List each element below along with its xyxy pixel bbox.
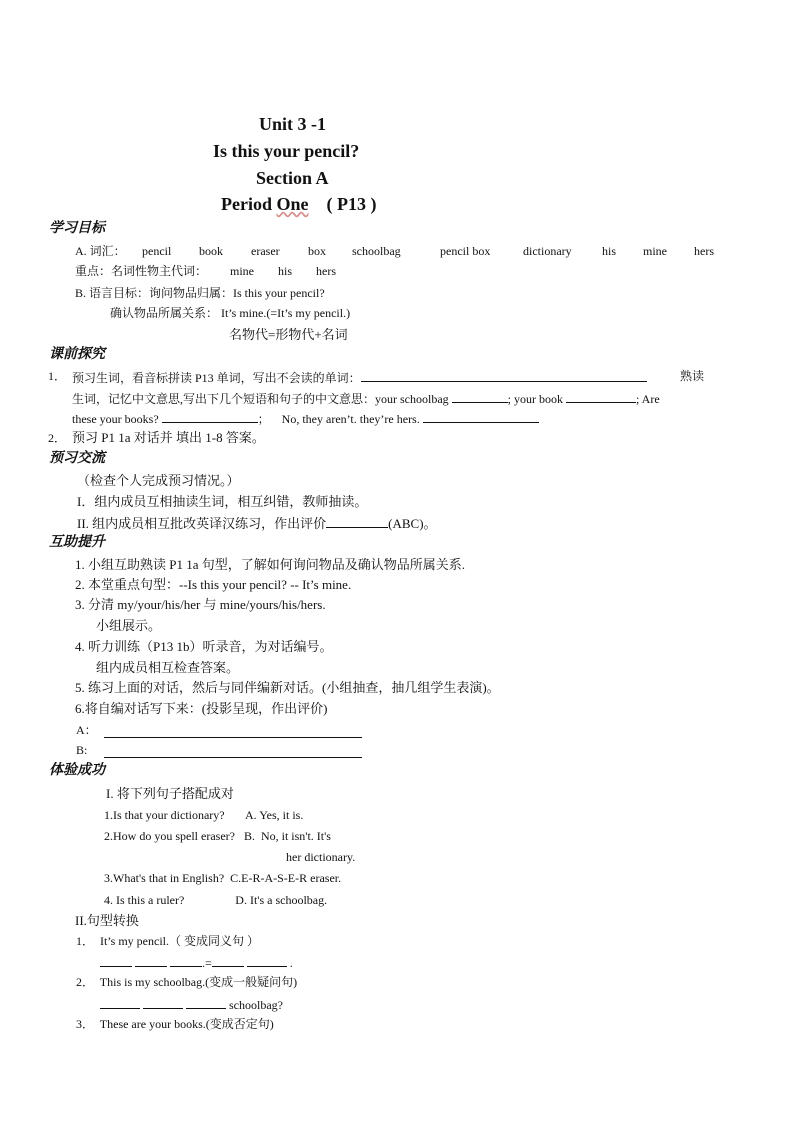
transform-q3: 3． These are your books.(变成否定句) [76, 1017, 274, 1031]
item-1-text [72, 370, 647, 384]
item-1-l3b: ； [257, 412, 270, 426]
vocab-word: pencil box [440, 244, 491, 258]
item-1-l2a: 生词，记忆中文意思,写出下几个短语和句子的中文意思：your schoolbag [72, 392, 449, 406]
vocab-word: hers [694, 244, 714, 258]
item-1-number: 1． [48, 369, 67, 383]
answer-blank[interactable] [135, 955, 167, 967]
transform-q2-answer [100, 997, 283, 1011]
coop-line: 2. 本堂重点句型：--Is this your pencil? -- It’s mine. [75, 577, 352, 592]
vocab-word: box [308, 244, 326, 258]
vocab-word: his [602, 244, 617, 258]
key-pronouns-label: 重点：名词性物主代词： [75, 264, 208, 278]
vocab-word: schoolbag [352, 244, 401, 258]
transform-q1: 1． It’s my pencil.（ 变成同义句 ） [76, 934, 259, 948]
answer-blank[interactable] [100, 955, 132, 967]
item-1-l2b: ; your book [507, 392, 563, 406]
coop-line: 小组展示。 [96, 618, 162, 633]
transform-q2: 2． This is my schoolbag.(变成一般疑问句) [76, 975, 298, 989]
matching-line: her dictionary. [286, 850, 356, 864]
language-goal: B. 语言目标：询问物品归属：Is this your pencil? [75, 286, 325, 300]
vocab-word: dictionary [523, 244, 572, 258]
heading-exchange: 预习交流 [49, 451, 105, 466]
answer-blank[interactable] [143, 997, 183, 1009]
coop-line: 5. 练习上面的对话，然后与同伴编新对话。(小组抽查，抽几组学生表演)。 [75, 680, 500, 695]
exchange-ii-end: (ABC)。 [388, 516, 437, 531]
period-title [221, 195, 377, 213]
dialogue-a-label: A： [76, 723, 97, 737]
vocab-word: pencil [142, 244, 172, 258]
key-pronoun: hers [316, 264, 336, 278]
vocab-label: A. 词汇： [75, 244, 126, 258]
exchange-ii-text: II. 组内成员相互批改英译汉练习，作出评价 [77, 516, 327, 531]
schoolbag-blank[interactable] [452, 391, 508, 403]
period-word: One [276, 194, 309, 214]
item-2-number: 2． [48, 431, 67, 445]
vocab-word: eraser [251, 244, 280, 258]
coop-line: 1. 小组互助熟读 P1 1a 句型，了解如何询问物品及确认物品所属关系. [75, 557, 466, 572]
matching-line: 2.How do you spell eraser? B. No, it isn't. It's [104, 829, 331, 843]
heading-success: 体验成功 [49, 763, 105, 778]
transform-title: II.句型转换 [75, 913, 139, 928]
heading-learning-goals: 学习目标 [49, 221, 105, 236]
item-1-end: 熟读 [680, 369, 705, 383]
hers-blank[interactable] [423, 411, 539, 423]
matching-line: 1.Is that your dictionary? A. Yes, it is. [104, 808, 304, 822]
check-note: （检查个人完成预习情况。） [77, 473, 240, 488]
item-1-l2c: ; Are [636, 392, 660, 406]
item-1-instruction: 预习生词，看音标拼读 P13 单词，写出不会读的单词： [72, 371, 361, 385]
answer-blank[interactable] [212, 955, 244, 967]
vocab-word: mine [643, 244, 667, 258]
coop-line: 6.将自编对话写下来：(投影呈现，作出评价) [75, 701, 328, 716]
answer-blank[interactable] [170, 955, 202, 967]
matching-line: 4. Is this a ruler? D. It's a schoolbag. [104, 893, 328, 907]
evaluation-blank[interactable] [326, 516, 388, 528]
dialogue-b-label: B: [76, 743, 88, 757]
confirm-goal: 确认物品所属关系： It’s mine.(=It’s my pencil.) [110, 306, 351, 320]
period-prefix: Period [221, 194, 277, 214]
unit-title: Unit 3 -1 [259, 114, 326, 134]
item-1-l3a: these your books? [72, 412, 159, 426]
dialogue-b-blank[interactable] [104, 746, 362, 758]
q2-end: schoolbag? [229, 998, 283, 1012]
q1-end: . [289, 956, 293, 970]
page-reference: ( P13 ) [326, 194, 377, 214]
matching-title: I. 将下列句子搭配成对 [106, 786, 234, 801]
heading-preview: 课前探究 [49, 347, 105, 362]
dialogue-a-blank[interactable] [104, 726, 362, 738]
item-1-line2 [72, 391, 660, 405]
section-title: Section A [256, 168, 329, 188]
answer-blank[interactable] [186, 997, 226, 1009]
these-books-blank[interactable] [162, 411, 258, 423]
equals-sign: .= [202, 956, 212, 970]
coop-line: 4. 听力训练（P13 1b）听录音，为对话编号。 [75, 639, 333, 654]
book-blank[interactable] [566, 391, 636, 403]
exchange-i: I．组内成员互相抽读生词，相互纠错，教师抽读。 [77, 494, 368, 509]
exchange-ii [77, 516, 437, 530]
heading-cooperation: 互助提升 [49, 535, 105, 550]
coop-line: 3. 分清 my/your/his/her 与 mine/yours/his/hers. [75, 597, 326, 612]
lesson-title: Is this your pencil? [213, 141, 360, 161]
item-1-line3 [72, 411, 539, 425]
item-2-text: 预习 P1 1a 对话并 填出 1-8 答案。 [72, 430, 265, 445]
answer-blank[interactable] [247, 955, 287, 967]
coop-line: 组内成员相互检查答案。 [96, 660, 240, 675]
key-pronoun: his [278, 264, 293, 278]
transform-q1-answer [100, 955, 293, 969]
pronoun-formula: 名物代=形物代+名词 [229, 327, 348, 342]
key-pronoun: mine [230, 264, 254, 278]
answer-blank[interactable] [100, 997, 140, 1009]
vocab-word: book [199, 244, 223, 258]
matching-line: 3.What's that in English? C.E-R-A-S-E-R eraser. [104, 871, 342, 885]
unknown-words-blank[interactable] [361, 370, 647, 382]
item-1-l3c: No, they aren’t. they’re hers. [281, 412, 420, 426]
